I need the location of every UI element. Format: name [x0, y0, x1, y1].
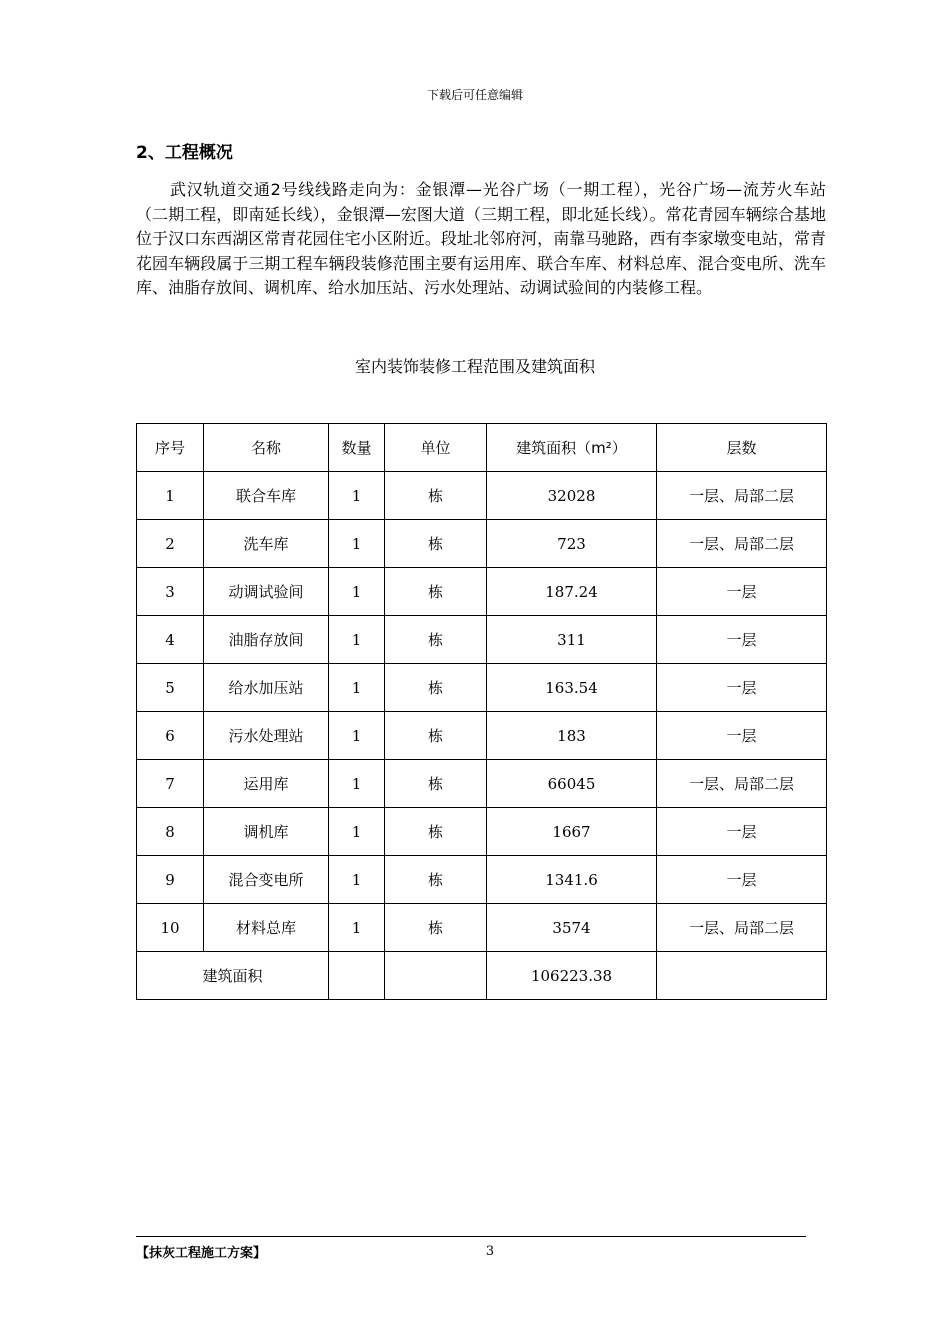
cell-no: 8	[137, 808, 204, 856]
page-number: 3	[485, 1244, 495, 1259]
cell-unit: 栋	[385, 760, 487, 808]
cell-no: 9	[137, 856, 204, 904]
cell-unit: 栋	[385, 808, 487, 856]
cell-unit: 栋	[385, 472, 487, 520]
cell-unit: 栋	[385, 712, 487, 760]
footer-divider	[136, 1236, 806, 1237]
cell-no: 5	[137, 664, 204, 712]
cell-floors: 一层	[657, 616, 827, 664]
header-qty: 数量	[329, 424, 385, 472]
table-row	[137, 472, 827, 520]
cell-no: 4	[137, 616, 204, 664]
cell-qty: 1	[329, 472, 385, 520]
cell-floors: 一层、局部二层	[657, 904, 827, 952]
total-unit-empty	[385, 952, 487, 1000]
cell-qty: 1	[329, 568, 385, 616]
cell-qty: 1	[329, 616, 385, 664]
table-header-row	[137, 424, 827, 472]
cell-no: 3	[137, 568, 204, 616]
cell-area: 723	[487, 520, 657, 568]
cell-qty: 1	[329, 856, 385, 904]
table-row	[137, 568, 827, 616]
cell-floors: 一层	[657, 568, 827, 616]
cell-unit: 栋	[385, 520, 487, 568]
total-floors-empty	[657, 952, 827, 1000]
cell-qty: 1	[329, 712, 385, 760]
cell-qty: 1	[329, 664, 385, 712]
cell-area: 3574	[487, 904, 657, 952]
cell-no: 2	[137, 520, 204, 568]
footer-title: 【抹灰工程施工方案】	[136, 1246, 267, 1261]
cell-qty: 1	[329, 808, 385, 856]
cell-area: 187.24	[487, 568, 657, 616]
cell-name: 材料总库	[204, 904, 329, 952]
cell-name: 给水加压站	[204, 664, 329, 712]
header-floors: 层数	[657, 424, 827, 472]
table-row	[137, 712, 827, 760]
total-label: 建筑面积	[137, 952, 329, 1000]
cell-area: 66045	[487, 760, 657, 808]
cell-qty: 1	[329, 904, 385, 952]
cell-unit: 栋	[385, 664, 487, 712]
cell-no: 10	[137, 904, 204, 952]
table-row	[137, 856, 827, 904]
cell-name: 动调试验间	[204, 568, 329, 616]
cell-floors: 一层、局部二层	[657, 472, 827, 520]
cell-unit: 栋	[385, 856, 487, 904]
cell-name: 混合变电所	[204, 856, 329, 904]
cell-floors: 一层	[657, 712, 827, 760]
cell-unit: 栋	[385, 568, 487, 616]
cell-area: 1341.6	[487, 856, 657, 904]
cell-no: 6	[137, 712, 204, 760]
cell-qty: 1	[329, 760, 385, 808]
header-no: 序号	[137, 424, 204, 472]
cell-name: 运用库	[204, 760, 329, 808]
cell-area: 311	[487, 616, 657, 664]
header-unit: 单位	[385, 424, 487, 472]
cell-qty: 1	[329, 520, 385, 568]
cell-name: 联合车库	[204, 472, 329, 520]
cell-area: 32028	[487, 472, 657, 520]
cell-name: 调机库	[204, 808, 329, 856]
table-row	[137, 904, 827, 952]
total-area: 106223.38	[487, 952, 657, 1000]
cell-unit: 栋	[385, 904, 487, 952]
table-total-row	[137, 952, 827, 1000]
total-qty-empty	[329, 952, 385, 1000]
cell-floors: 一层、局部二层	[657, 760, 827, 808]
cell-area: 163.54	[487, 664, 657, 712]
cell-unit: 栋	[385, 616, 487, 664]
table-caption: 室内装饰装修工程范围及建筑面积	[354, 357, 595, 376]
header-area: 建筑面积（m²）	[487, 424, 657, 472]
overview-paragraph: 武汉轨道交通2号线线路走向为：金银潭—光谷广场（一期工程），光谷广场—流芳火车站（二期工程，即南延长线），金银潭—宏图大道（三期工程，即北延长线）。常花青园车辆综合基地位于汉口东西湖区常青花园住宅小区附近。段址北邻府河，南靠马驰路，西有李家墩变电站，常青花园车辆段属于三期工程车辆段装修范围主要有运用库、联合车库、材料总库、混合变电所、洗车库、油脂存放间、调机库、给水加压站、污水处理站、动调试验间的内装修工程。	[136, 180, 826, 297]
cell-area: 1667	[487, 808, 657, 856]
cell-area: 183	[487, 712, 657, 760]
cell-no: 1	[137, 472, 204, 520]
table-row	[137, 520, 827, 568]
cell-no: 7	[137, 760, 204, 808]
table-row	[137, 616, 827, 664]
header-name: 名称	[204, 424, 329, 472]
cell-floors: 一层	[657, 808, 827, 856]
cell-name: 污水处理站	[204, 712, 329, 760]
scope-table	[136, 423, 827, 1000]
cell-floors: 一层、局部二层	[657, 520, 827, 568]
cell-floors: 一层	[657, 856, 827, 904]
table-row	[137, 808, 827, 856]
cell-name: 油脂存放间	[204, 616, 329, 664]
cell-name: 洗车库	[204, 520, 329, 568]
table-row	[137, 760, 827, 808]
section-heading: 2、工程概况	[136, 143, 233, 163]
table-row	[137, 664, 827, 712]
cell-floors: 一层	[657, 664, 827, 712]
header-note: 下载后可任意编辑	[426, 88, 523, 102]
